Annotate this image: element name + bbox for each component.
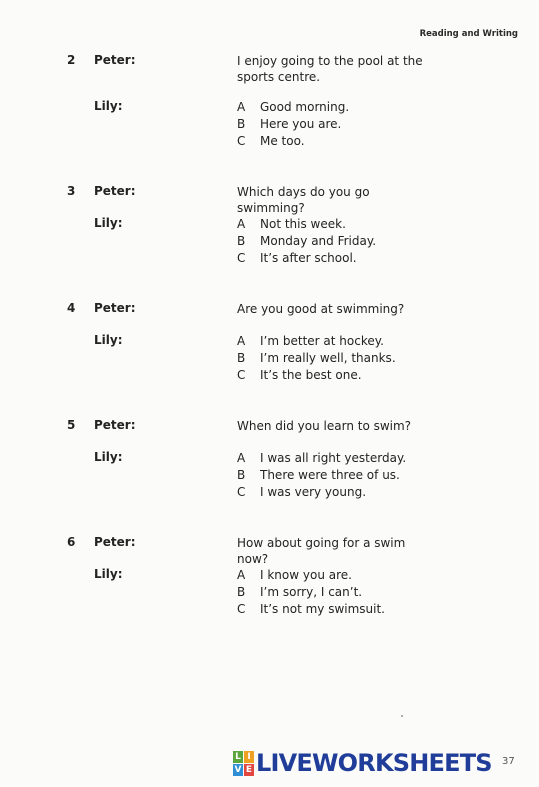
answer-options (237, 567, 385, 618)
option-letter: B (237, 351, 246, 365)
option-b[interactable] (237, 233, 376, 250)
speaker-lily: Lily: (94, 450, 123, 464)
option-a[interactable] (237, 450, 406, 467)
speaker-peter: Peter: (94, 535, 136, 549)
answer-options (237, 216, 376, 267)
option-b[interactable] (237, 350, 396, 367)
logo-mark-i: I (244, 751, 254, 763)
question-number: 5 (67, 418, 76, 432)
speaker-peter: Peter: (94, 184, 136, 198)
stray-dot (401, 715, 403, 717)
speaker-peter: Peter: (94, 53, 136, 67)
question-prompt: I enjoy going to the pool at the sports centre. (237, 54, 423, 84)
option-letter: C (237, 368, 246, 382)
option-a[interactable] (237, 333, 396, 350)
option-letter: B (237, 117, 246, 131)
option-text: It’s the best one. (260, 368, 362, 382)
option-text: There were three of us. (260, 468, 400, 482)
speaker-lily: Lily: (94, 216, 123, 230)
option-text: Monday and Friday. (260, 234, 377, 248)
option-letter: C (237, 251, 246, 265)
option-text: Me too. (260, 134, 305, 148)
option-letter: B (237, 585, 246, 599)
question-number: 4 (67, 301, 76, 315)
option-letter: A (237, 100, 246, 114)
option-letter: B (237, 468, 246, 482)
option-text: Not this week. (260, 217, 346, 231)
speaker-lily: Lily: (94, 99, 123, 113)
question-prompt: When did you learn to swim? (237, 419, 412, 433)
option-text: It’s not my swimsuit. (260, 602, 385, 616)
liveworksheets-logo[interactable] (233, 749, 492, 777)
option-a[interactable] (237, 99, 349, 116)
option-letter: B (237, 234, 246, 248)
question-prompt: How about going for a swim now? (237, 536, 406, 566)
option-a[interactable] (237, 216, 376, 233)
option-letter: C (237, 602, 246, 616)
option-text: It’s after school. (260, 251, 357, 265)
option-text: I know you are. (260, 568, 352, 582)
option-text: I was very young. (260, 485, 367, 499)
logo-mark-v: V (234, 764, 242, 775)
speaker-peter: Peter: (94, 301, 136, 315)
question-number: 6 (67, 535, 76, 549)
logo-mark-l: L (233, 751, 243, 763)
option-text: I’m sorry, I can’t. (260, 585, 363, 599)
speaker-lily: Lily: (94, 567, 123, 581)
option-text: I was all right yesterday. (260, 451, 407, 465)
section-header: Reading and Writing (419, 29, 518, 39)
option-text: Here you are. (260, 117, 342, 131)
speaker-peter: Peter: (94, 418, 136, 432)
option-c[interactable] (237, 484, 406, 501)
question-number: 3 (67, 184, 76, 198)
answer-options (237, 99, 349, 150)
logo-mark-icon (233, 751, 254, 776)
option-letter: A (237, 217, 246, 231)
question-6 (0, 535, 539, 645)
question-3 (0, 184, 539, 294)
option-text: I’m really well, thanks. (260, 351, 396, 365)
option-c[interactable] (237, 250, 376, 267)
option-b[interactable] (237, 116, 349, 133)
option-text: Good morning. (260, 100, 350, 114)
answer-options (237, 333, 396, 384)
question-2 (0, 53, 539, 163)
logo-mark-e: E (245, 764, 253, 775)
question-5 (0, 418, 539, 528)
option-letter: A (237, 451, 246, 465)
option-a[interactable] (237, 567, 385, 584)
answer-options (237, 450, 406, 501)
option-b[interactable] (237, 467, 406, 484)
logo-text: LIVEWORKSHEETS (256, 749, 492, 777)
page-number: 37 (502, 756, 515, 767)
option-letter: C (237, 134, 246, 148)
question-number: 2 (67, 53, 76, 67)
option-letter: A (237, 568, 246, 582)
option-letter: C (237, 485, 246, 499)
question-4 (0, 301, 539, 411)
option-b[interactable] (237, 584, 385, 601)
option-text: I’m better at hockey. (260, 334, 384, 348)
option-c[interactable] (237, 601, 385, 618)
question-prompt: Which days do you go swimming? (237, 185, 370, 215)
option-c[interactable] (237, 133, 349, 150)
question-prompt: Are you good at swimming? (237, 302, 405, 316)
option-letter: A (237, 334, 246, 348)
option-c[interactable] (237, 367, 396, 384)
speaker-lily: Lily: (94, 333, 123, 347)
